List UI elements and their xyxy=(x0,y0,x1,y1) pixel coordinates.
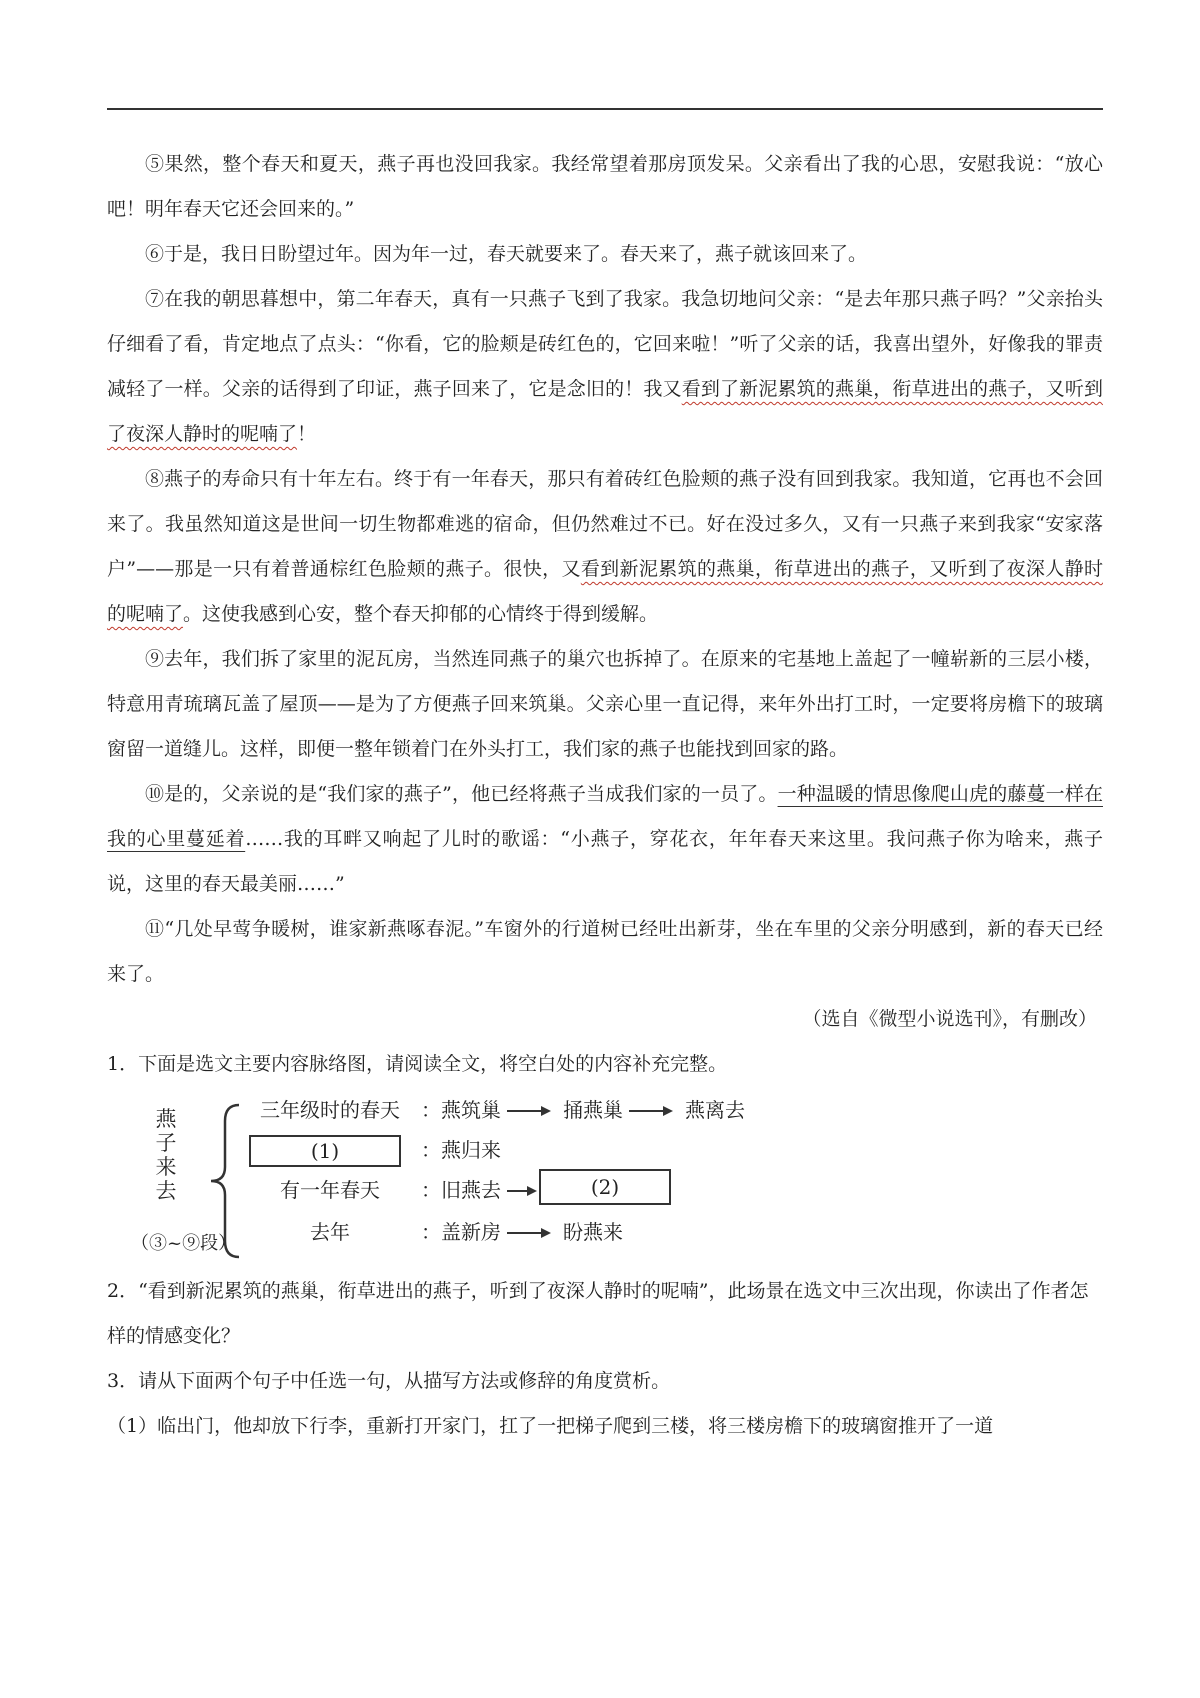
paragraph-7-text: ⑦在我的朝思暮想中，第二年春天，真有一只燕子飞到了我家。我急切地问父亲：“是去年那只燕子吗？”父亲抬头仔细看了看，肯定地点了点头：“你看，它的脸颊是砖红色的，它回来啦！”听了父亲的话，我喜出望外，好像我的罪责减轻了一样。父亲的话得到了印证，燕子回来了，它是念旧的！我又 xyxy=(107,288,1103,400)
paragraph-9: ⑨去年，我们拆了家里的泥瓦房，当然连同燕子的巢穴也拆掉了。在原来的宅基地上盖起了一幢崭新的三层小楼，特意用青琉璃瓦盖了屋顶——是为了方便燕子回来筑巢。父亲心里一直记得，来年外出打工时，一定要将房檐下的玻璃窗留一道缝儿。这样，即便一整年锁着门在外头打工，我们家的燕子也能找到回家的路。 xyxy=(107,648,1103,760)
paragraph-11: ⑪“几处早莺争暖树，谁家新燕啄春泥。”车窗外的行道树已经吐出新芽，坐在车里的父亲分明感到，新的春天已经来了。 xyxy=(107,918,1103,985)
diagram-row-label: 有一年春天 xyxy=(280,1178,380,1202)
top-rule xyxy=(107,108,1103,110)
question-3: 3．请从下面两个句子中任选一句，从描写方法或修辞的角度赏析。 xyxy=(107,1370,671,1392)
paragraph-6: ⑥于是，我日日盼望过年。因为年一过，春天就要来了。春天来了，燕子就该回来了。 xyxy=(145,243,868,265)
diagram-title-char: 去 xyxy=(155,1179,177,1203)
paragraph-7 xyxy=(107,277,1103,457)
blank-box-2: (2) xyxy=(539,1169,671,1205)
paragraph-8 xyxy=(107,457,1103,637)
right-arrow-icon xyxy=(507,1110,549,1112)
question-1: 1．下面是选文主要内容脉络图，请阅读全文，将空白处的内容补充完整。 xyxy=(107,1053,728,1075)
left-brace-icon xyxy=(207,1101,243,1261)
question-2: 2．“看到新泥累筑的燕巢，衔草进出的燕子，听到了夜深人静时的呢喃”，此场景在选文中三次出现，你读出了作者怎样的情感变化？ xyxy=(107,1280,1089,1347)
diagram-row-label: 三年级时的春天 xyxy=(260,1098,400,1122)
diagram-item: 盖新房 xyxy=(441,1220,501,1244)
right-arrow-icon xyxy=(507,1232,549,1234)
paragraph-10-text: ⑩是的，父亲说的是“我们家的燕子”，他已经将燕子当成我们家的一员了。 xyxy=(145,783,778,805)
content-outline-diagram xyxy=(131,1095,771,1265)
diagram-item: 燕离去 xyxy=(685,1098,745,1122)
diagram-colon: ： xyxy=(421,1098,441,1122)
diagram-item: 盼燕来 xyxy=(563,1220,623,1244)
diagram-colon: ： xyxy=(421,1138,441,1162)
wavy-underlined-scene-1: 看到了新泥累筑的燕巢，衔草进出的燕子，又听到了夜深人静时的呢喃了 xyxy=(107,378,1103,445)
underlined-sentence: 一种温暖的情思像爬山虎的藤蔓一样在我的心里蔓延着 xyxy=(107,783,1103,850)
document-body xyxy=(107,142,1103,1449)
right-arrow-icon xyxy=(629,1110,671,1112)
diagram-vertical-title xyxy=(153,1107,179,1203)
right-arrow-icon xyxy=(507,1190,535,1192)
wavy-underlined-scene-2: 看到新泥累筑的燕巢，衔草进出的燕子，又听到了夜深人静时的呢喃了 xyxy=(107,558,1103,625)
diagram-item: 旧燕去 xyxy=(441,1178,501,1202)
question-3-option-1: （1）临出门，他却放下行李，重新打开家门，扛了一把梯子爬到三楼，将三楼房檐下的玻璃窗推开了一道 xyxy=(107,1415,994,1437)
diagram-row-label: 去年 xyxy=(310,1220,350,1244)
blank-box-1: (1) xyxy=(249,1135,401,1167)
diagram-colon: ： xyxy=(421,1220,441,1244)
paragraph-8-end: 。这使我感到心安，整个春天抑郁的心情终于得到缓解。 xyxy=(183,603,659,625)
paragraph-5: ⑤果然，整个春天和夏天，燕子再也没回我家。我经常望着那房顶发呆。父亲看出了我的心思，安慰我说：“放心吧！明年春天它还会回来的。” xyxy=(107,153,1103,220)
paragraph-7-end: ！ xyxy=(297,423,317,445)
paragraph-10 xyxy=(107,772,1103,907)
diagram-item: 捅燕巢 xyxy=(563,1098,623,1122)
diagram-item: 燕归来 xyxy=(441,1138,501,1162)
paragraph-8-text: ⑧燕子的寿命只有十年左右。终于有一年春天，那只有着砖红色脸颊的燕子没有回到我家。我知道，它再也不会回来了。我虽然知道这是世间一切生物都难逃的宿命，但仍然难过不已。好在没过多久，又有一只燕子来到我家“安家落户”——那是一只有着普通棕红色脸颊的燕子。很快，又 xyxy=(107,468,1103,580)
paragraph-10-end: ……我的耳畔又响起了儿时的歌谣：“小燕子，穿花衣，年年春天来这里。我问燕子你为啥来，燕子说，这里的春天最美丽……” xyxy=(107,828,1103,895)
diagram-item: 燕筑巢 xyxy=(441,1098,501,1122)
diagram-title-char: 来 xyxy=(155,1155,177,1179)
diagram-paragraph-range: （③~⑨段） xyxy=(131,1233,237,1254)
diagram-title-char: 子 xyxy=(155,1131,177,1155)
source-citation: （选自《微型小说选刊》，有删改） xyxy=(802,1008,1097,1030)
diagram-colon: ： xyxy=(421,1178,441,1202)
diagram-title-char: 燕 xyxy=(155,1107,177,1131)
